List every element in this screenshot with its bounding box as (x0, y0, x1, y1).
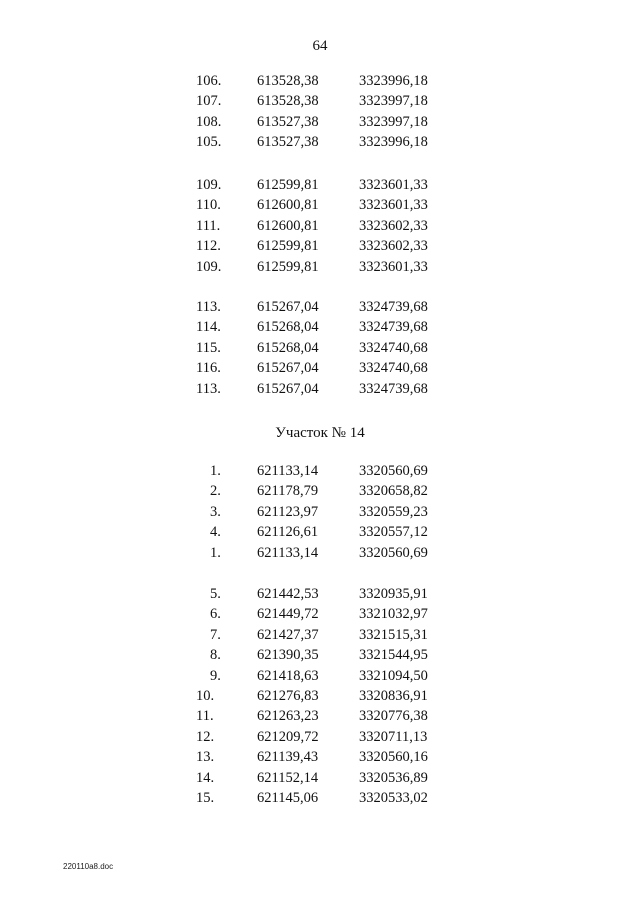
coordinate-row (0, 666, 640, 686)
coordinate-row (0, 747, 640, 767)
y-coordinate: 3324739,68 (359, 319, 428, 336)
coordinate-row (0, 543, 640, 563)
y-coordinate: 3320560,69 (359, 463, 428, 479)
x-coordinate: 612599,81 (257, 177, 319, 193)
coordinate-row (0, 727, 640, 747)
coordinate-row (0, 379, 640, 399)
point-number: 105. (196, 134, 222, 151)
page-number: 64 (312, 38, 328, 54)
point-number: 1. (210, 544, 221, 561)
x-coordinate: 621178,79 (257, 483, 319, 500)
y-coordinate: 3320560,16 (359, 749, 428, 766)
x-coordinate: 621442,53 (257, 586, 319, 602)
coordinate-row (0, 175, 640, 195)
point-number: 3. (210, 503, 221, 520)
y-coordinate: 3320559,23 (359, 503, 428, 520)
y-coordinate: 3324739,68 (359, 380, 428, 397)
y-coordinate: 3320560,69 (359, 544, 428, 561)
x-coordinate: 621133,14 (257, 544, 319, 561)
coordinate-row (0, 625, 640, 645)
x-coordinate: 615267,04 (257, 380, 319, 397)
point-number: 7. (210, 626, 221, 643)
y-coordinate: 3323996,18 (359, 134, 428, 151)
y-coordinate: 3323601,33 (359, 197, 428, 214)
y-coordinate: 3321032,97 (359, 606, 428, 623)
y-coordinate: 3324740,68 (359, 339, 428, 356)
coordinate-row (0, 195, 640, 215)
coordinate-row (0, 216, 640, 236)
point-number: 10. (196, 687, 215, 704)
coordinate-row (0, 768, 640, 788)
y-coordinate: 3321515,31 (359, 626, 428, 643)
coordinate-row (0, 604, 640, 624)
x-coordinate: 621209,72 (257, 728, 319, 745)
y-coordinate: 3323601,33 (359, 177, 428, 193)
x-coordinate: 621133,14 (257, 463, 319, 479)
x-coordinate: 615268,04 (257, 319, 319, 336)
y-coordinate: 3324740,68 (359, 360, 428, 377)
x-coordinate: 613528,38 (257, 73, 319, 89)
coordinate-row (0, 788, 640, 808)
x-coordinate: 621276,83 (257, 687, 319, 704)
y-coordinate: 3320658,82 (359, 483, 428, 500)
x-coordinate: 615267,04 (257, 360, 319, 377)
x-coordinate: 615267,04 (257, 299, 319, 315)
x-coordinate: 612599,81 (257, 238, 319, 255)
coordinate-group (0, 71, 640, 153)
point-number: 111. (196, 217, 221, 234)
point-number: 6. (210, 606, 221, 623)
coordinate-row (0, 338, 640, 358)
y-coordinate: 3323602,33 (359, 238, 428, 255)
x-coordinate: 621139,43 (257, 749, 319, 766)
y-coordinate: 3320557,12 (359, 524, 428, 541)
y-coordinate: 3323997,18 (359, 93, 428, 110)
y-coordinate: 3323601,33 (359, 258, 428, 275)
x-coordinate: 612600,81 (257, 197, 319, 214)
x-coordinate: 613527,38 (257, 113, 319, 130)
coordinate-row (0, 297, 640, 317)
point-number: 113. (196, 299, 221, 315)
y-coordinate: 3320776,38 (359, 708, 428, 725)
x-coordinate: 621145,06 (257, 789, 319, 806)
section-title: Участок № 14 (275, 425, 365, 441)
x-coordinate: 621427,37 (257, 626, 319, 643)
point-number: 1. (210, 463, 221, 479)
point-number: 106. (196, 73, 222, 89)
point-number: 107. (196, 93, 222, 110)
point-number: 115. (196, 339, 221, 356)
coordinate-row (0, 132, 640, 152)
coordinate-row (0, 522, 640, 542)
point-number: 110. (196, 197, 221, 214)
x-coordinate: 621263,23 (257, 708, 319, 725)
point-number: 8. (210, 647, 221, 664)
point-number: 14. (196, 769, 215, 786)
point-number: 109. (196, 258, 222, 275)
x-coordinate: 621126,61 (257, 524, 319, 541)
x-coordinate: 613527,38 (257, 134, 319, 151)
point-number: 112. (196, 238, 221, 255)
x-coordinate: 615268,04 (257, 339, 319, 356)
footer-filename: 220110a8.doc (63, 862, 114, 871)
point-number: 114. (196, 319, 221, 336)
coordinate-row (0, 706, 640, 726)
coordinate-group (0, 461, 640, 563)
point-number: 11. (196, 708, 214, 725)
point-number: 5. (210, 586, 221, 602)
point-number: 4. (210, 524, 221, 541)
coordinate-row (0, 502, 640, 522)
y-coordinate: 3324739,68 (359, 299, 428, 315)
y-coordinate: 3321544,95 (359, 647, 428, 664)
coordinate-row (0, 584, 640, 604)
coordinate-row (0, 91, 640, 111)
point-number: 9. (210, 667, 221, 684)
coordinate-row (0, 236, 640, 256)
y-coordinate: 3320836,91 (359, 687, 428, 704)
point-number: 109. (196, 177, 222, 193)
y-coordinate: 3320935,91 (359, 586, 428, 602)
coordinate-row (0, 686, 640, 706)
y-coordinate: 3320533,02 (359, 789, 428, 806)
x-coordinate: 613528,38 (257, 93, 319, 110)
x-coordinate: 621418,63 (257, 667, 319, 684)
coordinate-row (0, 645, 640, 665)
point-number: 13. (196, 749, 215, 766)
y-coordinate: 3323602,33 (359, 217, 428, 234)
coordinate-row (0, 317, 640, 337)
x-coordinate: 621152,14 (257, 769, 319, 786)
coordinate-row (0, 461, 640, 481)
y-coordinate: 3323996,18 (359, 73, 428, 89)
x-coordinate: 612599,81 (257, 258, 319, 275)
x-coordinate: 621449,72 (257, 606, 319, 623)
coordinate-group (0, 175, 640, 277)
coordinate-row (0, 257, 640, 277)
x-coordinate: 621123,97 (257, 503, 319, 520)
coordinate-group (0, 584, 640, 808)
coordinate-row (0, 112, 640, 132)
coordinate-row (0, 358, 640, 378)
point-number: 2. (210, 483, 221, 500)
coordinate-row (0, 71, 640, 91)
x-coordinate: 612600,81 (257, 217, 319, 234)
point-number: 113. (196, 380, 221, 397)
point-number: 15. (196, 789, 215, 806)
point-number: 12. (196, 728, 215, 745)
x-coordinate: 621390,35 (257, 647, 319, 664)
y-coordinate: 3320711,13 (359, 728, 428, 745)
y-coordinate: 3321094,50 (359, 667, 428, 684)
point-number: 108. (196, 113, 222, 130)
coordinate-group (0, 297, 640, 399)
y-coordinate: 3320536,89 (359, 769, 428, 786)
y-coordinate: 3323997,18 (359, 113, 428, 130)
coordinate-row (0, 481, 640, 501)
point-number: 116. (196, 360, 221, 377)
